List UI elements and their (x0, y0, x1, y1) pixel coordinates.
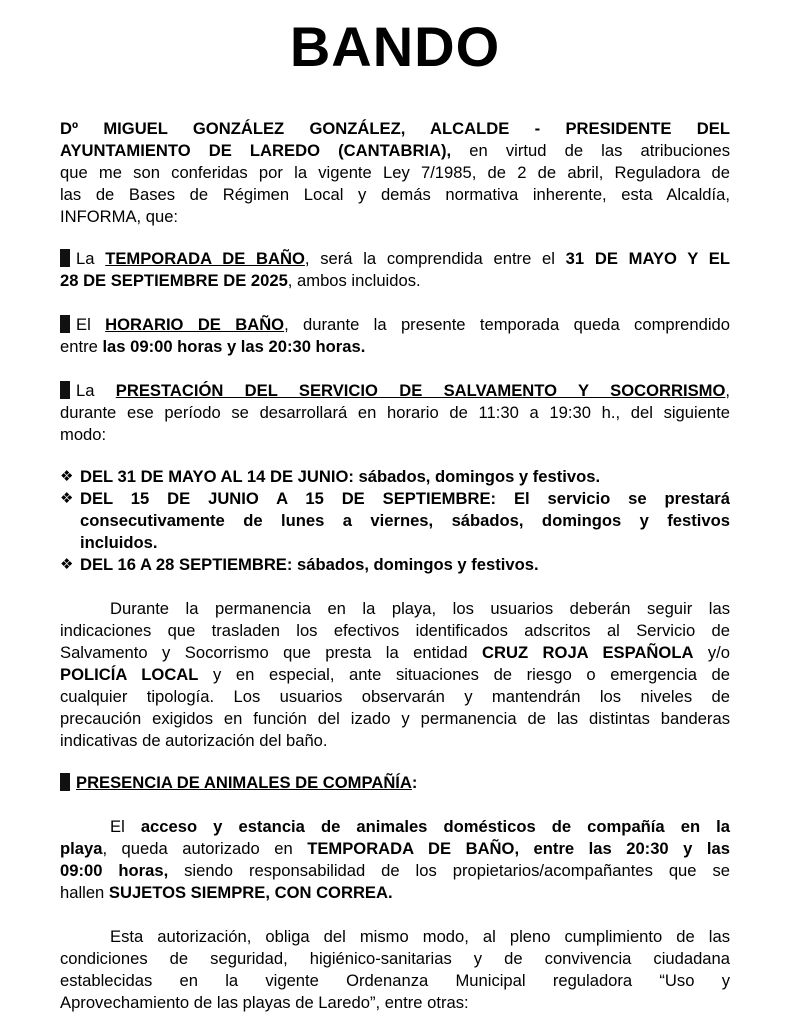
permanencia-paragraph (60, 598, 730, 752)
permanencia-line: indicaciones que trasladen los efectivos identificados adscritos al Servicio de (60, 621, 730, 640)
bullet-item: ❖ DEL 16 A 28 SEPTIEMBRE: sábados, domingos y festivos. (60, 555, 539, 574)
autorizacion-paragraph (60, 926, 730, 1014)
autorizacion-line: establecidas en la vigente Ordenanza Municipal reguladora “Uso y (60, 971, 730, 990)
permanencia-line: POLICÍA LOCAL y en especial, ante situaciones de riesgo o emergencia de (60, 665, 730, 684)
animales-heading: PRESENCIA DE ANIMALES DE COMPAÑÍA: (60, 772, 730, 794)
autorizacion-line: condiciones de seguridad, higiénico-sanitarias y de convivencia ciudadana (60, 949, 730, 968)
temporada-line: La TEMPORADA DE BAÑO, será la comprendida entre el 31 DE MAYO Y EL (60, 248, 730, 270)
acceso-line: 09:00 horas, siendo responsabilidad de los propietarios/acompañantes que se (60, 861, 730, 880)
intro-line: que me son conferidas por la vigente Ley 7/1985, de 2 de abril, Reguladora de (60, 163, 730, 182)
square-bullet-icon (60, 249, 70, 267)
permanencia-line: precaución exigidos en función del izado y permanencia de las distintas banderas (60, 709, 730, 728)
diamond-bullet-icon: ❖ (60, 468, 74, 485)
square-bullet-icon (60, 773, 70, 791)
square-bullet-icon (60, 315, 70, 333)
autorizacion-line: Esta autorización, obliga del mismo modo, al pleno cumplimiento de las (110, 927, 730, 946)
horario-paragraph (60, 314, 730, 358)
salvamento-line: durante ese período se desarrollará en horario de 11:30 a 19:30 h., del siguiente (60, 403, 730, 422)
document-title: BANDO (289, 15, 501, 78)
permanencia-line: indicativas de autorización del baño. (60, 731, 328, 750)
autorizacion-line: Aprovechamiento de las playas de Laredo”, entre otras: (60, 993, 469, 1012)
bullet-item: ❖ DEL 31 DE MAYO AL 14 DE JUNIO: sábados, domingos y festivos. (60, 467, 601, 486)
horario-line: El HORARIO DE BAÑO, durante la presente temporada queda comprendido (60, 314, 730, 336)
bullet-item: ❖ DEL 15 DE JUNIO A 15 DE SEPTIEMBRE: El servicio se prestará consecutivamente de lunes a viernes, sábados, domingos y festivos incluidos. (60, 489, 730, 552)
temporada-paragraph (60, 248, 730, 292)
temporada-line: 28 DE SEPTIEMBRE DE 2025, ambos incluidos. (60, 271, 421, 290)
intro-paragraph (60, 118, 730, 228)
acceso-line: El acceso y estancia de animales domésticos de compañía en la (110, 817, 730, 836)
acceso-line: hallen SUJETOS SIEMPRE, CON CORREA. (60, 883, 393, 902)
permanencia-line: cualquier tipología. Los usuarios observarán y mantendrán los niveles de (60, 687, 730, 706)
permanencia-line: Salvamento y Socorrismo que presta la entidad CRUZ ROJA ESPAÑOLA y/o (60, 643, 731, 662)
salvamento-line: modo: (60, 425, 107, 444)
intro-line: INFORMA, que: (60, 207, 179, 226)
acceso-paragraph (60, 816, 730, 904)
acceso-line: playa, queda autorizado en TEMPORADA DE BAÑO, entre las 20:30 y las (60, 839, 730, 858)
permanencia-line: Durante la permanencia en la playa, los usuarios deberán seguir las (110, 599, 730, 618)
salvamento-line: La PRESTACIÓN DEL SERVICIO DE SALVAMENTO Y SOCORRISMO, (60, 380, 730, 402)
horario-line: entre las 09:00 horas y las 20:30 horas. (60, 337, 366, 356)
intro-line: AYUNTAMIENTO DE LAREDO (CANTABRIA), en virtud de las atribuciones (60, 141, 730, 160)
diamond-bullet-icon: ❖ (60, 490, 74, 507)
intro-line: Dº MIGUEL GONZÁLEZ GONZÁLEZ, ALCALDE - PRESIDENTE DEL (60, 119, 730, 138)
salvamento-paragraph (60, 380, 730, 446)
diamond-bullet-icon: ❖ (60, 556, 74, 573)
square-bullet-icon (60, 381, 70, 399)
intro-line: las de Bases de Régimen Local y demás normativa inherente, esta Alcaldía, (60, 185, 730, 204)
